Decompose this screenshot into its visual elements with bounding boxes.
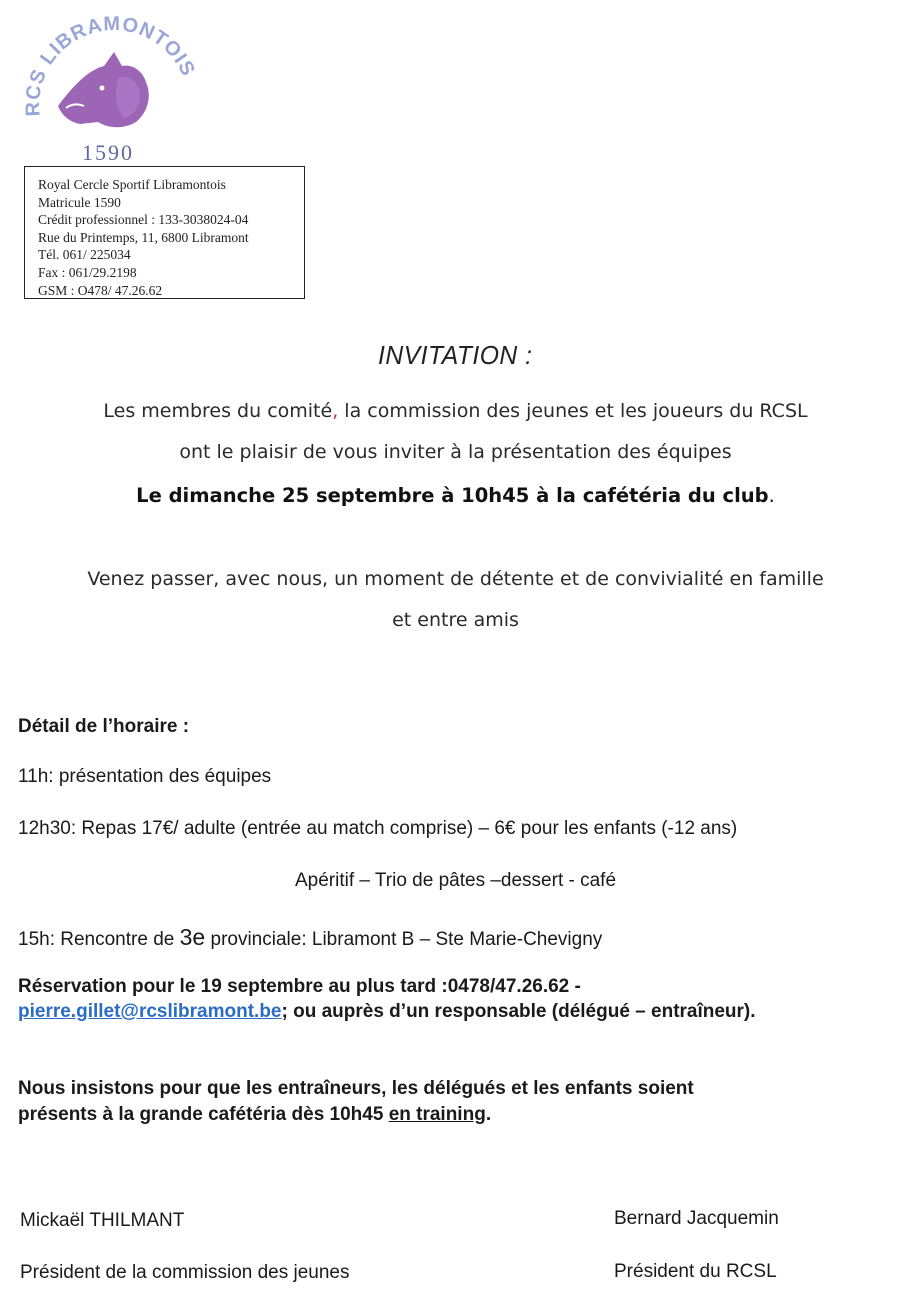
address-line: Rue du Printemps, 11, 6800 Libramont bbox=[38, 229, 249, 245]
notice-line-1: Nous insistons pour que les entraîneurs, les délégués et les enfants soient bbox=[18, 1078, 694, 1099]
signature-right-role: Président du RCSL bbox=[614, 1261, 777, 1282]
notice-training: en training bbox=[388, 1104, 486, 1125]
signature-left-name: Mickaël THILMANT bbox=[20, 1210, 185, 1231]
email-link[interactable]: pierre.gillet@rcslibramont.be bbox=[18, 1001, 282, 1022]
schedule-item bbox=[18, 924, 602, 951]
schedule-item: 11h: présentation des équipes bbox=[18, 766, 272, 787]
match-division: 3e bbox=[179, 924, 206, 950]
boar-emblem-icon bbox=[18, 8, 208, 168]
event-date-dot: . bbox=[768, 484, 775, 507]
invitation-title bbox=[0, 340, 911, 371]
intro-commission: la commission des jeunes et les joueurs du RCSL bbox=[338, 400, 808, 422]
notice-dot: . bbox=[485, 1104, 492, 1125]
address-line: Matricule 1590 bbox=[38, 194, 121, 210]
match-text-end: provinciale: Libramont B – Ste Marie-Chevigny bbox=[205, 929, 603, 950]
schedule-heading: Détail de l’horaire : bbox=[18, 716, 190, 737]
invitation-title-text: INVITATION : bbox=[378, 340, 533, 370]
logo-number: 1590 bbox=[82, 140, 134, 165]
intro-line-1 bbox=[0, 400, 911, 422]
logo-club-name: RCS LIBRAMONTOIS bbox=[21, 13, 200, 117]
address-line: Crédit professionnel : 133-3038024-04 bbox=[38, 212, 249, 228]
match-text-start: 15h: Rencontre de bbox=[18, 929, 180, 950]
menu-line: Apéritif – Trio de pâtes –dessert - café bbox=[294, 870, 617, 891]
address-line: Fax : 061/29.2198 bbox=[38, 264, 137, 280]
notice-text: présents à la grande cafétéria dès 10h45 bbox=[18, 1104, 389, 1125]
address-line: Royal Cercle Sportif Libramontois bbox=[38, 177, 226, 192]
invite-line-2: et entre amis bbox=[392, 609, 519, 631]
intro-committee: Les membres du comité bbox=[103, 400, 333, 422]
reservation-line-2 bbox=[18, 1001, 756, 1023]
signature-right-name: Bernard Jacquemin bbox=[614, 1208, 779, 1229]
address-line: Tél. 061/ 225034 bbox=[38, 247, 131, 263]
reservation-contact: ; ou auprès d’un responsable (délégué – entraîneur). bbox=[281, 1001, 756, 1022]
invite-line-1: Venez passer, avec nous, un moment de détente et de convivialité en famille bbox=[87, 568, 824, 590]
intro-comma: , bbox=[332, 400, 339, 422]
event-date-line bbox=[0, 484, 911, 507]
club-logo bbox=[18, 8, 208, 168]
signature-left-role: Président de la commission des jeunes bbox=[20, 1262, 350, 1283]
notice-line-2 bbox=[18, 1104, 491, 1126]
reservation-line-1: Réservation pour le 19 septembre au plus tard :0478/47.26.62 - bbox=[18, 976, 581, 997]
intro-line-2: ont le plaisir de vous inviter à la présentation des équipes bbox=[179, 441, 732, 463]
address-line: GSM : O478/ 47.26.62 bbox=[38, 282, 163, 298]
event-date: Le dimanche 25 septembre à 10h45 à la cafétéria du club bbox=[136, 484, 769, 507]
schedule-item: 12h30: Repas 17€/ adulte (entrée au match comprise) – 6€ pour les enfants (-12 ans) bbox=[18, 818, 738, 839]
club-address-box bbox=[24, 166, 305, 299]
